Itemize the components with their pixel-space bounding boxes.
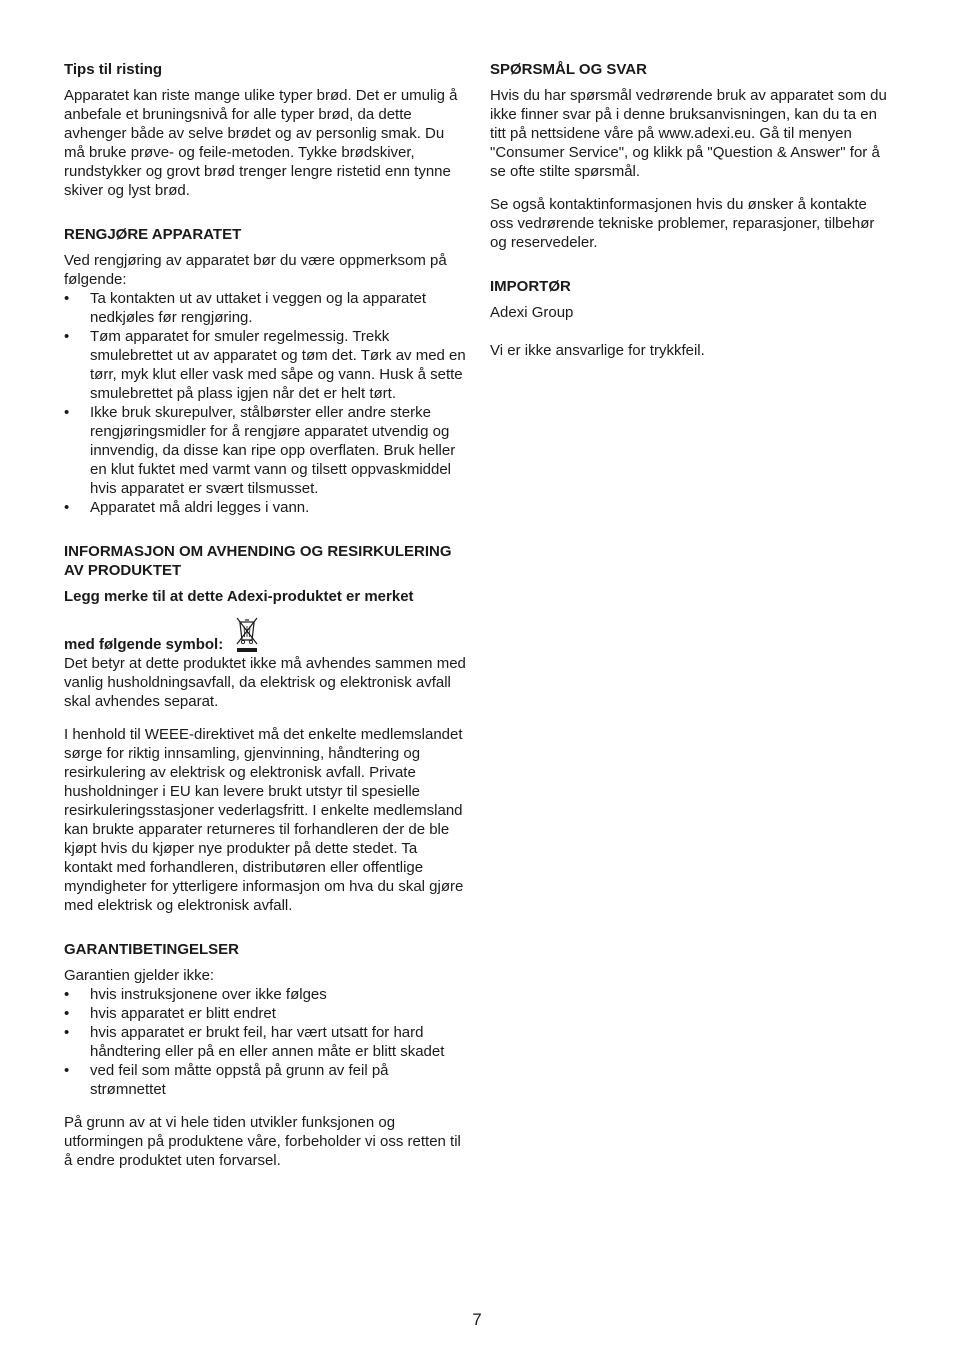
- list-item: • hvis instruksjonene over ikke følges: [64, 985, 466, 1004]
- section-warranty: [64, 940, 466, 1170]
- disposal-body-1: Det betyr at dette produktet ikke må avhendes sammen med vanlig husholdningsavfall, da elektrisk og elektronisk avfall skal avhendes separat.: [64, 655, 466, 710]
- warranty-footer: På grunn av at vi hele tiden utvikler funksjonen og utformingen på produktene våre, forbeholder vi oss retten til å endre produktet uten forvarsel.: [64, 1114, 461, 1169]
- page-number: 7: [472, 1310, 482, 1329]
- list-item: • ved feil som måtte oppstå på grunn av feil på strømnettet: [64, 1061, 466, 1099]
- faq-heading: SPØRSMÅL OG SVAR: [490, 61, 647, 78]
- right-column: [490, 60, 890, 374]
- importer-disclaimer: Vi er ikke ansvarlige for trykkfeil.: [490, 342, 705, 359]
- list-item: • Ikke bruk skurepulver, stålbørster eller andre sterke rengjøringsmidler for å rengjøre apparatet utvendig og innvendig, da disse kan ripe opp overflaten. Bruk heller en klut fuktet med varmt vann og tilsett oppvaskmiddel hvis apparatet er svært tilsmusset.: [64, 403, 466, 498]
- list-item: • Ta kontakten ut av uttaket i veggen og la apparatet nedkjøles før rengjøring.: [64, 289, 466, 327]
- symbol-label: med følgende symbol:: [64, 636, 224, 653]
- list-item: • Tøm apparatet for smuler regelmessig. Trekk smulebrettet ut av apparatet og tøm det. Tørk av med en tørr, myk klut eller vask med såpe og vann. Husk å sette smulebrettet på plass igjen når det er helt tørt.: [64, 327, 466, 403]
- faq-body-1: Hvis du har spørsmål vedrørende bruk av apparatet som du ikke finner svar på i denne bruksanvisningen, kan du ta en titt på nettsidene våre på www.adexi.eu. Gå til menyen "Consumer Service", og klikk på "Question & Answer" for å se ofte stilte spørsmål.: [490, 87, 887, 180]
- tips-heading: Tips til risting: [64, 61, 163, 78]
- cleaning-list: [64, 289, 466, 517]
- warranty-heading: GARANTIBETINGELSER: [64, 941, 240, 958]
- disposal-note: Legg merke til at dette Adexi-produktet er merket: [64, 588, 414, 605]
- importer-heading: IMPORTØR: [490, 278, 571, 295]
- section-cleaning: [64, 225, 466, 517]
- crossed-bin-icon: [235, 616, 259, 654]
- cleaning-heading: RENGJØRE APPARATET: [64, 226, 242, 243]
- tips-body: Apparatet kan riste mange ulike typer brød. Det er umulig å anbefale et bruningsnivå for alle typer brød, da dette avhenger både av selve brødet og av personlig smak. Du må bruke prøve- og feile-metoden. Tykke brødskiver, rundstykker og grovt brød trenger lengre ristetid enn tynne skiver og lyst brød.: [64, 87, 458, 199]
- warranty-list: [64, 985, 466, 1099]
- disposal-heading: INFORMASJON OM AVHENDING OG RESIRKULERING AV PRODUKTET: [64, 543, 452, 579]
- cleaning-intro: Ved rengjøring av apparatet bør du være oppmerksom på følgende:: [64, 252, 447, 288]
- faq-body-2: Se også kontaktinformasjonen hvis du ønsker å kontakte oss vedrørende tekniske problemer, reparasjoner, tilbehør og reservedeler.: [490, 196, 875, 251]
- list-item: • hvis apparatet er blitt endret: [64, 1004, 466, 1023]
- importer-name: Adexi Group: [490, 304, 574, 321]
- list-item: • Apparatet må aldri legges i vann.: [64, 498, 466, 517]
- warranty-intro: Garantien gjelder ikke:: [64, 967, 215, 984]
- section-disposal: [64, 542, 466, 915]
- list-item: • hvis apparatet er brukt feil, har vært utsatt for hard håndtering eller på en eller annen måte er blitt skadet: [64, 1023, 466, 1061]
- section-importer: [490, 277, 890, 360]
- symbol-line: [64, 616, 466, 654]
- section-faq: [490, 60, 890, 252]
- disposal-body-2: I henhold til WEEE-direktivet må det enkelte medlemslandet sørge for riktig innsamling, gjenvinning, håndtering og resirkulering av elektrisk og elektronisk avfall. Private husholdninger i EU kan levere brukt utstyr til spesielle resirkuleringsstasjoner vederlagsfritt. I enkelte medlemsland kan brukte apparater returneres til forhandleren der de ble kjøpt hvis du kjøper nye produkter på dette stedet. Ta kontakt med forhandleren, distributøren eller offentlige myndigheter for ytterligere informasjon om hva du skal gjøre med elektrisk og elektronisk avfall.: [64, 726, 464, 914]
- left-column: [64, 60, 466, 1184]
- section-tips: [64, 60, 466, 200]
